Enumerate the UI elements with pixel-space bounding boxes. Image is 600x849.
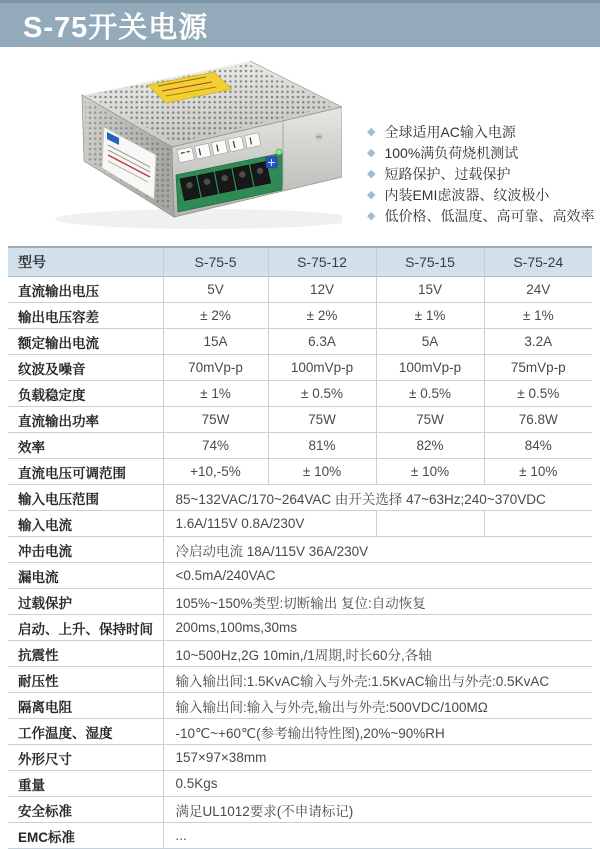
spec-value: 85~132VAC/170~264VAC 由开关选择 47~63Hz;240~370VDC	[163, 485, 592, 511]
feature-item	[367, 209, 594, 224]
psu-case-screw	[315, 133, 323, 141]
spec-value: 输入输出间:输入与外壳,输出与外壳:500VDC/100MΩ	[163, 693, 592, 719]
table-row	[8, 797, 592, 823]
model-name-cell: S-75-5	[163, 247, 268, 277]
spec-value-empty	[484, 511, 592, 537]
diamond-bullet-icon: ◆	[367, 147, 376, 159]
spec-label: 额定输出电流	[8, 329, 163, 355]
spec-value: ± 10%	[268, 459, 376, 485]
spec-value: 冷启动电流 18A/115V 36A/230V	[163, 537, 592, 563]
spec-value: ± 1%	[484, 303, 592, 329]
spec-label: 安全标准	[8, 797, 163, 823]
table-row	[8, 641, 592, 667]
model-header-cell: 型号	[8, 247, 163, 277]
spec-value: <0.5mA/240VAC	[163, 563, 592, 589]
diamond-bullet-icon: ◆	[367, 189, 376, 201]
power-supply-photo-icon	[20, 53, 342, 235]
feature-item	[367, 146, 594, 161]
spec-value: ± 1%	[376, 303, 484, 329]
model-name-cell: S-75-24	[484, 247, 592, 277]
feature-text: 短路保护、过载保护	[384, 166, 511, 182]
feature-text: 全球适用AC输入电源	[384, 124, 516, 140]
spec-value: 74%	[163, 433, 268, 459]
spec-label: 输入电流	[8, 511, 163, 537]
spec-value: 76.8W	[484, 407, 592, 433]
spec-label: 漏电流	[8, 563, 163, 589]
table-row	[8, 485, 592, 511]
table-row	[8, 823, 592, 849]
spec-label: 直流输出功率	[8, 407, 163, 433]
spec-value: 84%	[484, 433, 592, 459]
spec-value: ± 2%	[163, 303, 268, 329]
diamond-bullet-icon: ◆	[367, 210, 376, 222]
spec-value: ± 2%	[268, 303, 376, 329]
table-row	[8, 719, 592, 745]
feature-item	[367, 188, 594, 203]
photo-shadow	[55, 209, 342, 229]
feature-text: 100%满负荷烧机测试	[384, 145, 519, 161]
table-row	[8, 667, 592, 693]
table-row	[8, 355, 592, 381]
spec-value: 100mVp-p	[376, 355, 484, 381]
spec-value: 200ms,100ms,30ms	[163, 615, 592, 641]
spec-label: 输入电压范围	[8, 485, 163, 511]
model-name-cell: S-75-12	[268, 247, 376, 277]
psu-adjust-pot	[266, 157, 277, 168]
spec-value: 5V	[163, 277, 268, 303]
spec-value: 105%~150%类型:切断输出 复位:自动恢复	[163, 589, 592, 615]
spec-value-empty	[376, 511, 484, 537]
spec-value: 75W	[376, 407, 484, 433]
table-row	[8, 537, 592, 563]
spec-value: 15V	[376, 277, 484, 303]
table-header-row	[8, 247, 592, 277]
spec-label: 工作温度、湿度	[8, 719, 163, 745]
feature-text: 低价格、低温度、高可靠、高效率	[384, 208, 595, 224]
spec-label: EMC标准	[8, 823, 163, 849]
psu-led	[276, 149, 282, 155]
diamond-bullet-icon: ◆	[367, 126, 376, 138]
spec-value: ± 0.5%	[268, 381, 376, 407]
spec-label: 抗震性	[8, 641, 163, 667]
spec-label: 直流输出电压	[8, 277, 163, 303]
diamond-bullet-icon: ◆	[367, 168, 376, 180]
table-row	[8, 303, 592, 329]
spec-value: 15A	[163, 329, 268, 355]
product-section	[0, 47, 600, 246]
spec-value: 100mVp-p	[268, 355, 376, 381]
spec-value: 6.3A	[268, 329, 376, 355]
feature-item	[367, 167, 594, 182]
spec-label: 输出电压容差	[8, 303, 163, 329]
spec-value: 12V	[268, 277, 376, 303]
page-title: S-75开关电源	[23, 11, 209, 44]
page-title-bar	[0, 0, 600, 47]
spec-label: 耐压性	[8, 667, 163, 693]
spec-value: 3.2A	[484, 329, 592, 355]
spec-value: 5A	[376, 329, 484, 355]
spec-value: 157×97×38mm	[163, 745, 592, 771]
spec-label: 纹波及噪音	[8, 355, 163, 381]
table-row	[8, 745, 592, 771]
spec-value: 满足UL1012要求(不申请标记)	[163, 797, 592, 823]
product-photo-wrap	[20, 53, 342, 235]
spec-value: ± 10%	[376, 459, 484, 485]
spec-value: 0.5Kgs	[163, 771, 592, 797]
spec-value: -10℃~+60℃(参考输出特性图),20%~90%RH	[163, 719, 592, 745]
table-row	[8, 433, 592, 459]
spec-value: 75W	[268, 407, 376, 433]
spec-value: 82%	[376, 433, 484, 459]
spec-label: 外形尺寸	[8, 745, 163, 771]
table-row	[8, 459, 592, 485]
spec-value: ± 0.5%	[484, 381, 592, 407]
spec-value: ...	[163, 823, 592, 849]
spec-label: 负载稳定度	[8, 381, 163, 407]
table-row	[8, 407, 592, 433]
spec-value: 75mVp-p	[484, 355, 592, 381]
table-row	[8, 615, 592, 641]
spec-value: 81%	[268, 433, 376, 459]
spec-value: 1.6A/115V 0.8A/230V	[163, 511, 376, 537]
feature-item	[367, 125, 594, 140]
spec-table-body	[8, 277, 592, 849]
spec-value: 24V	[484, 277, 592, 303]
table-row	[8, 563, 592, 589]
spec-value: 70mVp-p	[163, 355, 268, 381]
feature-text: 内装EMI虑波器、纹波极小	[384, 187, 550, 203]
spec-label: 隔离电阻	[8, 693, 163, 719]
spec-table	[8, 246, 592, 849]
spec-table-header	[8, 247, 592, 277]
spec-value: 10~500Hz,2G 10min,/1周期,时长60分,各轴	[163, 641, 592, 667]
feature-list	[367, 125, 594, 230]
spec-value: ± 10%	[484, 459, 592, 485]
table-row	[8, 771, 592, 797]
table-row	[8, 589, 592, 615]
spec-value: 75W	[163, 407, 268, 433]
spec-label: 效率	[8, 433, 163, 459]
table-row	[8, 277, 592, 303]
spec-value: +10,-5%	[163, 459, 268, 485]
spec-label: 直流电压可调范围	[8, 459, 163, 485]
spec-value: ± 0.5%	[376, 381, 484, 407]
spec-label: 冲击电流	[8, 537, 163, 563]
spec-label: 启动、上升、保持时间	[8, 615, 163, 641]
table-row	[8, 693, 592, 719]
table-row	[8, 511, 592, 537]
spec-label: 重量	[8, 771, 163, 797]
spec-value: 输入输出间:1.5KvAC输入与外壳:1.5KvAC输出与外壳:0.5KvAC	[163, 667, 592, 693]
model-name-cell: S-75-15	[376, 247, 484, 277]
table-row	[8, 329, 592, 355]
table-row	[8, 381, 592, 407]
spec-label: 过载保护	[8, 589, 163, 615]
spec-value: ± 1%	[163, 381, 268, 407]
